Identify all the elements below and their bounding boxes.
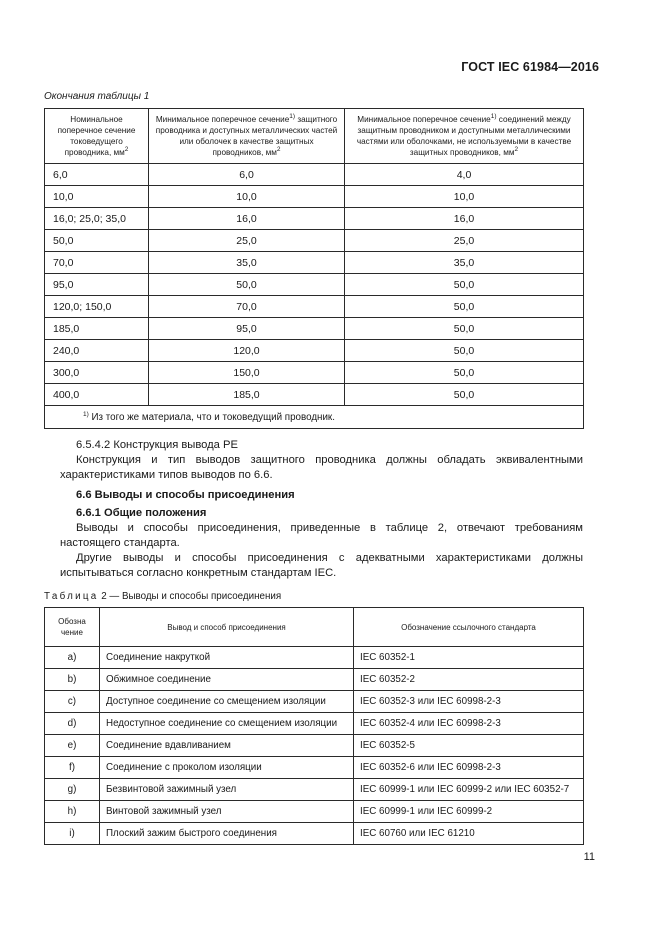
table1-cell: 50,0 <box>345 362 584 384</box>
table1-row <box>45 362 584 384</box>
table2-cell: IEC 60352-6 или IEC 60998-2-3 <box>354 757 584 779</box>
table2 <box>44 607 584 845</box>
table1-row <box>45 384 584 406</box>
section-6-5-4-2 <box>60 438 583 483</box>
table2-cell: a) <box>45 647 100 669</box>
table2-cell: IEC 60352-2 <box>354 669 584 691</box>
table1-cell: 10,0 <box>345 186 584 208</box>
section-6-5-4-2-title: 6.5.4.2 Конструкция вывода PE <box>76 439 238 451</box>
table1-cell: 150,0 <box>149 362 345 384</box>
table1-cell: 120,0; 150,0 <box>45 296 149 318</box>
section-6-6-1 <box>60 506 583 581</box>
section-6-6-title: 6.6 Выводы и способы присоединения <box>76 489 295 501</box>
table1-cell: 50,0 <box>345 384 584 406</box>
table1-cell: 50,0 <box>345 274 584 296</box>
table1-cell: 400,0 <box>45 384 149 406</box>
table2-row <box>45 735 584 757</box>
table1-row <box>45 274 584 296</box>
table1-cell: 35,0 <box>149 252 345 274</box>
table1-cell: 50,0 <box>345 296 584 318</box>
table2-cell: Обжимное соединение <box>100 669 354 691</box>
table1-header-col2: Минимальное поперечное сечение$^{1)}$ защитного проводника и доступных металлических частей или оболочек в качестве защитных проводников, $мм^2$ <box>149 109 345 164</box>
table2-cell: IEC 60760 или IEC 61210 <box>354 823 584 845</box>
table2-cell: IEC 60352-1 <box>354 647 584 669</box>
table2-cell: IEC 60352-4 или IEC 60998-2-3 <box>354 713 584 735</box>
table2-cell: IEC 60352-5 <box>354 735 584 757</box>
table2-cell: Соединение вдавливанием <box>100 735 354 757</box>
table1-row <box>45 252 584 274</box>
table1-row <box>45 296 584 318</box>
table2-cell: c) <box>45 691 100 713</box>
table1-cell: 6,0 <box>45 164 149 186</box>
table1-row <box>45 340 584 362</box>
table1-cell: 95,0 <box>45 274 149 296</box>
table2-row <box>45 669 584 691</box>
section-6-6-1-paragraph-1: Выводы и способы присоединения, приведенные в таблице 2, отвечают требованиям настоящего стандарта. <box>60 522 583 549</box>
table2-caption <box>44 591 281 602</box>
table2-cell: g) <box>45 779 100 801</box>
table1-cell: 240,0 <box>45 340 149 362</box>
table1-cell: 50,0 <box>45 230 149 252</box>
table2-caption-text: 2 — Выводы и способы присоединения <box>101 591 282 602</box>
table1-cell: 35,0 <box>345 252 584 274</box>
table2-row <box>45 713 584 735</box>
table1-cell: 70,0 <box>45 252 149 274</box>
table2-cell: Винтовой зажимный узел <box>100 801 354 823</box>
table1-cell: 300,0 <box>45 362 149 384</box>
table2-row <box>45 801 584 823</box>
page-number: 11 <box>583 851 595 863</box>
table1-cell: 16,0 <box>345 208 584 230</box>
table2-row <box>45 691 584 713</box>
table1-cell: 50,0 <box>345 340 584 362</box>
table2-row <box>45 647 584 669</box>
table1-caption: Окончания таблицы 1 <box>44 91 150 102</box>
table1-row <box>45 230 584 252</box>
table1-cell: 10,0 <box>45 186 149 208</box>
table1-cell: 25,0 <box>345 230 584 252</box>
table1-row <box>45 208 584 230</box>
document-header: ГОСТ IEC 61984—2016 <box>461 60 599 74</box>
section-6-6-1-title: 6.6.1 Общие положения <box>76 507 207 519</box>
section-6-5-4-2-text: Конструкция и тип выводов защитного проводника должны обладать эквивалентными характеристиками типов выводов по 6.6. <box>60 454 583 481</box>
table2-cell: d) <box>45 713 100 735</box>
table1-cell: 50,0 <box>149 274 345 296</box>
table1-header-col3: Минимальное поперечное сечение$^{1)}$ соединений между защитным проводником и доступными металлическими частями или оболочками, не используемыми в качестве защитных проводников, $мм^2$ <box>345 109 584 164</box>
table1-cell: 16,0 <box>149 208 345 230</box>
table2-header-col1: Обозна чение <box>45 608 100 647</box>
table2-cell: IEC 60999-1 или IEC 60999-2 <box>354 801 584 823</box>
table2-cell: Доступное соединение со смещением изоляции <box>100 691 354 713</box>
table1-footnote-row <box>45 406 584 429</box>
table1-header-row <box>45 109 584 164</box>
table2-cell: h) <box>45 801 100 823</box>
table2-cell: i) <box>45 823 100 845</box>
section-6-6-1-paragraph-2: Другие выводы и способы присоединения с адекватными характеристиками должны испытываться согласно конкретным стандартам IEC. <box>60 552 583 579</box>
table1-row <box>45 186 584 208</box>
table1-cell: 185,0 <box>149 384 345 406</box>
table1-header-col1: Номинальное поперечное сечение токоведущего проводника, $мм^2$ <box>45 109 149 164</box>
table1 <box>44 108 584 429</box>
table1-cell: 70,0 <box>149 296 345 318</box>
table2-cell: Безвинтовой зажимный узел <box>100 779 354 801</box>
table2-cell: IEC 60999-1 или IEC 60999-2 или IEC 60352-7 <box>354 779 584 801</box>
table2-header-col3: Обозначение ссылочного стандарта <box>354 608 584 647</box>
table1-footnote: $^{1)}$ Из того же материала, что и токоведущий проводник. <box>45 406 584 429</box>
table1-row <box>45 164 584 186</box>
table1-cell: 4,0 <box>345 164 584 186</box>
table1-cell: 10,0 <box>149 186 345 208</box>
table2-cell: e) <box>45 735 100 757</box>
table1-cell: 50,0 <box>345 318 584 340</box>
table2-cell: Соединение с проколом изоляции <box>100 757 354 779</box>
table1-cell: 95,0 <box>149 318 345 340</box>
table2-caption-label: Таблица <box>44 591 99 602</box>
table2-cell: Недоступное соединение со смещением изоляции <box>100 713 354 735</box>
table2-header-row <box>45 608 584 647</box>
table2-row <box>45 823 584 845</box>
table1-row <box>45 318 584 340</box>
table2-cell: Плоский зажим быстрого соединения <box>100 823 354 845</box>
table2-row <box>45 779 584 801</box>
table1-cell: 25,0 <box>149 230 345 252</box>
table2-cell: IEC 60352-3 или IEC 60998-2-3 <box>354 691 584 713</box>
table2-cell: b) <box>45 669 100 691</box>
table1-cell: 185,0 <box>45 318 149 340</box>
table2-row <box>45 757 584 779</box>
table2-cell: Соединение накруткой <box>100 647 354 669</box>
table2-cell: f) <box>45 757 100 779</box>
table2-header-col2: Вывод и способ присоединения <box>100 608 354 647</box>
table1-cell: 120,0 <box>149 340 345 362</box>
table1-cell: 16,0; 25,0; 35,0 <box>45 208 149 230</box>
table1-cell: 6,0 <box>149 164 345 186</box>
